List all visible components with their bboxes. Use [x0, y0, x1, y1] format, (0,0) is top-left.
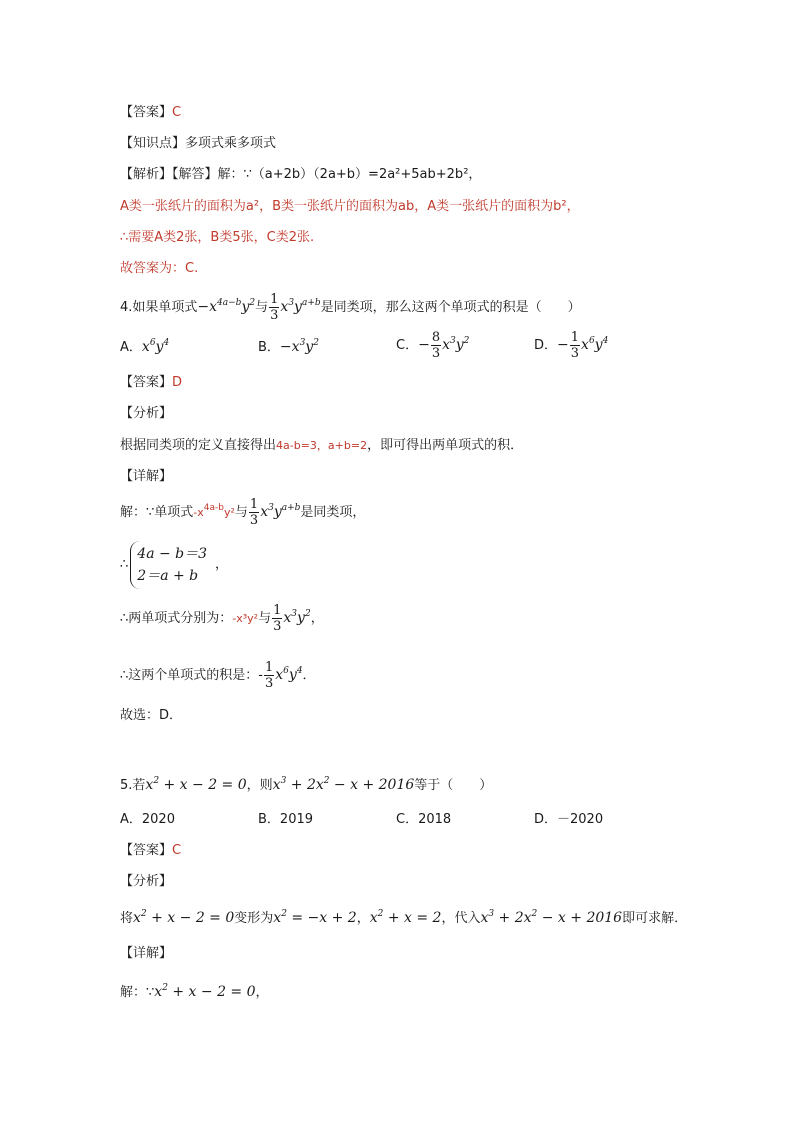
- product-after: ．: [302, 668, 316, 683]
- fraction-eight-thirds: $\frac{8}{3}$: [431, 330, 441, 361]
- two-mono-red: -x³y²: [232, 612, 259, 625]
- fenxi-part: ，代入: [441, 911, 481, 926]
- q3-final-line: 故答案为：C.: [120, 261, 199, 276]
- q5-option-d: D．－2020: [534, 812, 604, 827]
- q5-jie-line: [120, 983, 269, 1002]
- q5-fenxi-label: 【分析】: [120, 874, 173, 889]
- q5-xiangjie-label: 【详解】: [120, 946, 173, 961]
- jie-mono-2: $x^3y^{a+b}$: [260, 503, 301, 520]
- answer-label: 【答案】: [120, 843, 173, 858]
- two-mono-after: ，: [310, 611, 324, 626]
- q3-knowledge: [120, 135, 276, 153]
- answer-label: 【答案】: [120, 105, 173, 120]
- equation-system: [130, 541, 207, 589]
- fraction-one-third: $\frac{1}{3}$: [264, 660, 274, 691]
- option-expr: $x^3y^2$: [442, 336, 470, 353]
- q5-fenxi-text: [120, 909, 687, 928]
- q3-analysis: [120, 166, 481, 184]
- mono-y: y²: [223, 506, 235, 519]
- product-expr: $x^6y^4$: [275, 666, 303, 683]
- fenxi-part: ，: [356, 911, 370, 926]
- option-minus: −: [418, 337, 430, 353]
- two-mono-expr: $x^3y^2$: [283, 609, 311, 626]
- answer-value: C: [172, 843, 182, 858]
- equation-1: 4a − b＝3: [137, 546, 208, 562]
- answer-label: 【答案】: [120, 375, 173, 390]
- fenxi-part: ，即可得出两单项式的积．: [367, 438, 524, 453]
- system-after: ，: [215, 557, 229, 572]
- q5-option-b: B．2019: [258, 812, 314, 827]
- option-letter: A．: [120, 340, 142, 355]
- two-mono-mid: 与: [258, 611, 272, 626]
- q4-stem-mid: 与: [255, 300, 269, 315]
- q4-option-c: [396, 330, 469, 361]
- q4-option-a: [120, 338, 169, 357]
- q5-stem-mid: ，则: [246, 778, 273, 793]
- q4-system: [120, 540, 228, 591]
- q3-need-line: ∴需要A类2张，B类5张，C类2张.: [120, 230, 315, 245]
- q5-option-c: C．2018: [396, 812, 452, 827]
- q5-stem-prefix: 5.若: [120, 778, 146, 793]
- fraction-one-third: $\frac{1}{3}$: [570, 330, 580, 361]
- two-mono-prefix: ∴两单项式分别为：: [120, 611, 233, 626]
- option-expr: $x^6y^4$: [141, 338, 170, 355]
- jie-eq: $x^2 + x - 2 = 0$: [154, 983, 256, 1000]
- answer-value: D: [172, 375, 183, 390]
- knowledge-label: 【知识点】: [120, 136, 186, 151]
- product-prefix: ∴这两个单项式的积是：-: [120, 668, 263, 683]
- q4-mono-1: $-x^{4a-b}y^2$: [197, 298, 256, 315]
- q4-jie-line: [120, 497, 365, 528]
- fenxi-part: 根据同类项的定义直接得出: [120, 438, 277, 453]
- q5-answer: [120, 842, 181, 860]
- mono-base: -x: [193, 506, 204, 519]
- analysis-label: 【解析】【解答】: [120, 167, 218, 182]
- q4-answer: [120, 374, 182, 392]
- jie-prefix: 解：∵: [120, 985, 155, 1000]
- q4-option-b: [258, 338, 319, 357]
- q5-option-a: A．2020: [120, 812, 175, 827]
- q4-stem-prefix: 4.如果单项式: [120, 300, 198, 315]
- jie-mid: 与: [234, 505, 248, 520]
- mono-exp: 4a-b: [203, 503, 224, 513]
- q4-stem: [120, 292, 581, 323]
- q4-stem-suffix: 是同类项，那么这两个单项式的积是（ ）: [320, 300, 581, 315]
- fraction-one-third: $\frac{1}{3}$: [249, 497, 259, 528]
- jie-suffix: 是同类项，: [300, 505, 366, 520]
- fenxi-part: 即可求解．: [622, 911, 688, 926]
- gu-xuan-text: 故选：D．: [120, 708, 183, 723]
- jie-after: ，: [255, 985, 269, 1000]
- q4-fenxi-text: [120, 437, 523, 455]
- q4-guxuan: [120, 707, 182, 725]
- knowledge-value: 多项式乘多项式: [185, 136, 277, 151]
- q5-equation: $x^2 + x - 2 = 0$: [145, 776, 247, 793]
- equation-2: 2＝a + b: [137, 568, 199, 584]
- q4-mono-2: $x^3y^{a+b}$: [280, 298, 321, 315]
- q5-expression: $x^3 + 2x^2 - x + 2016$: [272, 776, 415, 793]
- fenxi-eq-2: $x^2 = -x + 2$: [273, 909, 357, 926]
- fenxi-equations: 4a-b=3，a+b=2: [276, 439, 368, 452]
- option-expr: $-x^3y^2$: [279, 338, 319, 355]
- option-letter: C．: [396, 338, 419, 353]
- therefore-symbol: ∴: [120, 557, 129, 572]
- jie-prefix: 解：∵单项式: [120, 505, 194, 520]
- q4-xiangjie-label: 【详解】: [120, 469, 173, 484]
- option-letter: D．: [534, 338, 558, 353]
- q3-answer: [120, 104, 181, 122]
- option-letter: B．: [258, 340, 280, 355]
- q4-product: [120, 660, 316, 691]
- q3-areas-line: A类一张纸片的面积为a²，B类一张纸片的面积为ab，A类一张纸片的面积为b²，: [120, 199, 580, 214]
- fenxi-expr: $x^3 + 2x^2 - x + 2016$: [480, 909, 623, 926]
- q4-option-d: [534, 330, 608, 361]
- fenxi-part: 变形为: [234, 911, 274, 926]
- fenxi-eq-3: $x^2 + x = 2$: [369, 909, 442, 926]
- q4-fenxi-label: 【分析】: [120, 406, 173, 421]
- fenxi-eq: $x^2 + x - 2 = 0$: [133, 909, 235, 926]
- q4-fraction-one-third: $\frac{1}{3}$: [270, 292, 279, 323]
- answer-value: C: [172, 105, 182, 120]
- q4-two-monomials: [120, 603, 324, 634]
- fraction-one-third: $\frac{1}{3}$: [273, 603, 282, 634]
- fenxi-part: 将: [120, 911, 134, 926]
- analysis-intro: 解：∵（a+2b）（2a+b）=2a²+5ab+2b²，: [217, 167, 482, 182]
- q5-stem: [120, 776, 492, 795]
- option-expr: $x^6y^4$: [581, 336, 609, 353]
- q5-stem-suffix: 等于（ ）: [414, 778, 493, 793]
- option-minus: −: [557, 337, 569, 353]
- jie-monomial: [193, 503, 235, 519]
